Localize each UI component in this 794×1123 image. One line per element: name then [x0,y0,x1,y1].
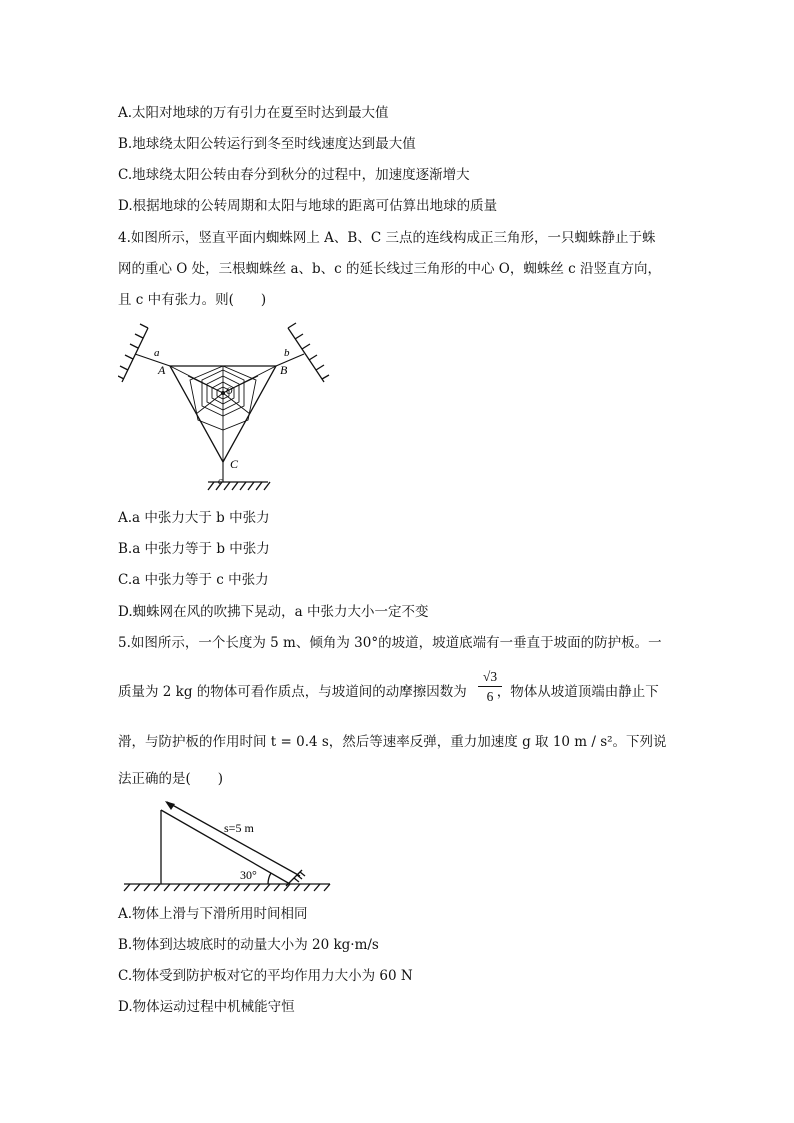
q3-option-a: A.太阳对地球的万有引力在夏至时达到最大值 [118,105,389,121]
q5-option-b: B.物体到达坡底时的动量大小为 20 kg·m/s [118,937,379,953]
label-point-c: C [230,457,239,471]
label-point-b: B [280,363,288,377]
fraction-numerator: √3 [478,668,502,687]
q4-stem-line-2: 网的重心 O 处，三根蜘蛛丝 a、b、c 的延长线过三角形的中心 O，蜘蛛丝 c 沿竖直方向， [118,261,661,277]
q5-stem-line-4: 法正确的是( ) [118,771,224,787]
q5-stem-line-2 [118,683,659,701]
q3-option-c: C.地球绕太阳公转由春分到秋分的过程中，加速度逐渐增大 [118,167,470,183]
q3-option-d: D.根据地球的公转周期和太阳与地球的距离可估算出地球的质量 [118,198,498,214]
q5-stem-line-2b: ，物体从坡道顶端由静止下 [496,684,659,700]
slope-length-label: s=5 m [224,821,254,835]
fraction-denominator: 6 [486,689,494,704]
label-point-o: O [226,386,233,396]
q4-stem-line-3: 且 c 中有张力。则( ) [118,292,267,308]
q5-option-a: A.物体上滑与下滑所用时间相同 [118,906,308,922]
q4-option-d: D.蜘蛛网在风的吹拂下晃动，a 中张力大小一定不变 [118,604,429,620]
q5-stem-line-3: 滑，与防护板的作用时间 t = 0.4 s，然后等速率反弹，重力加速度 g 取 10 m / s²。下列说 [118,734,667,750]
spider-web-figure [118,318,338,496]
q4-option-b: B.a 中张力等于 b 中张力 [118,541,270,557]
label-point-a: A [158,363,166,377]
q4-option-a: A.a 中张力大于 b 中张力 [118,510,270,526]
q4-option-c: C.a 中张力等于 c 中张力 [118,572,269,588]
q3-option-b: B.地球绕太阳公转运行到冬至时线速度达到最大值 [118,136,416,152]
label-small-b: b [284,347,290,359]
slope-figure [118,796,333,896]
q5-option-d: D.物体运动过程中机械能守恒 [118,999,295,1015]
q5-option-c: C.物体受到防护板对它的平均作用力大小为 60 N [118,968,413,984]
q4-stem-line-1: 4.如图所示，竖直平面内蜘蛛网上 A、B、C 三点的连线构成正三角形，一只蜘蛛静止于蛛 [118,230,656,246]
q5-stem-line-1: 5.如图所示，一个长度为 5 m、倾角为 30°的坡道，坡道底端有一垂直于坡面的防护板。一 [118,635,662,651]
label-small-a: a [154,347,160,359]
q5-stem-line-2a: 质量为 2 kg 的物体可看作质点，与坡道间的动摩擦因数为 [118,684,467,700]
slope-angle-label: 30° [240,868,257,882]
friction-fraction [478,668,502,707]
label-small-c: c [218,476,223,487]
